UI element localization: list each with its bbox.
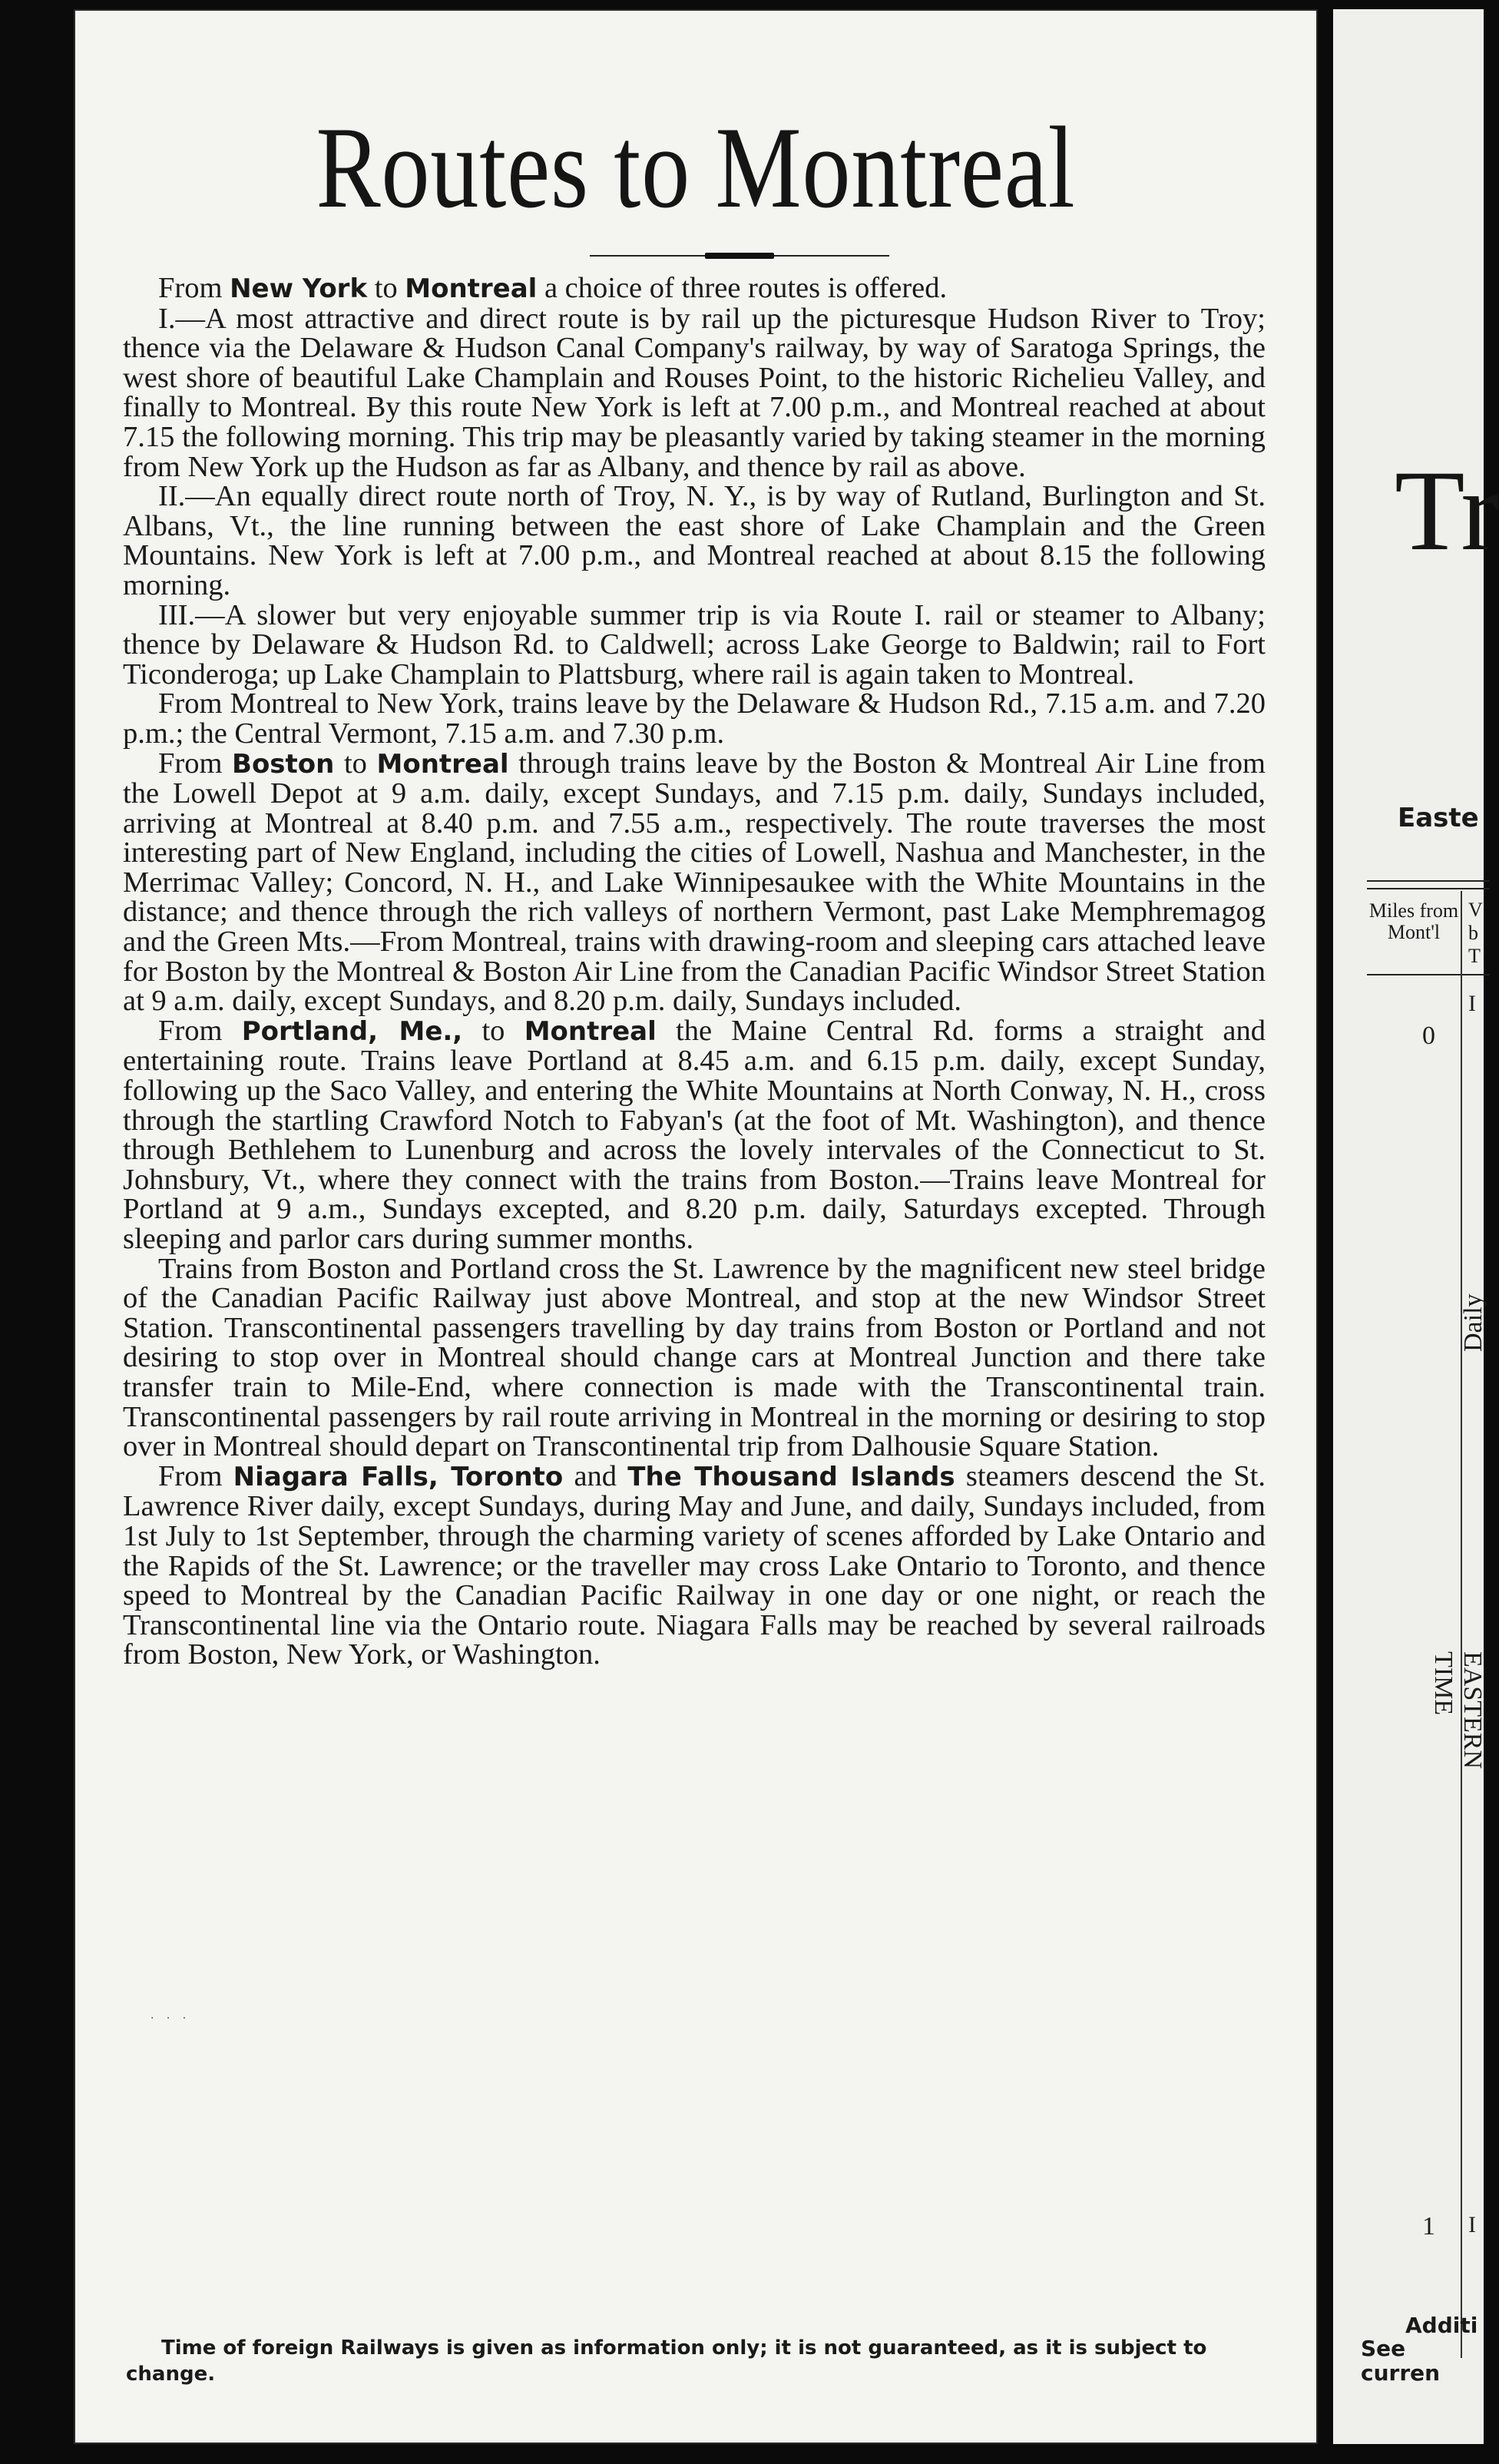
paragraph-text: III.—A slower but very enjoyable summer trip is via Route I. rail or steamer to Albany; thence by Delaware & Hudson Rd. to Caldwell; across Lake George to Baldwin; rail to Fort Ticonderoga; up Lake Champlain to Plattsburg, where rail is again taken to Montreal. [123,598,1266,691]
paragraph-text: From [158,1014,242,1047]
paragraph-text: and [563,1459,628,1492]
paragraph [123,304,1266,482]
paragraph-text: I.—A most attractive and direct route is by rail up the picturesque Hudson River to Troy; thence via the Delaware & Hudson Canal Company's railway, by way of Saratoga Springs, the west shore of beautiful Lake Champlain and Rouses Point, to the historic Richelieu Valley, and finally to Montreal. By this route New York is left at 7.00 p.m., and Montreal reached at about 7.15 the following morning. This trip may be pleasantly varied by taking steamer in the morning from New York up the Hudson as far as Albany, and thence by rail as above. [123,302,1266,483]
bold-place-name: Montreal [405,273,538,304]
facing-col-head-miles: Miles from Mont'l [1368,899,1459,943]
bold-place-name: Portland, Me., [241,1015,463,1047]
page-title: Routes to Montreal [316,103,1076,232]
paragraph [123,1016,1266,1254]
paragraph [123,1459,1266,1671]
facing-row-one: 1 [1422,2212,1435,2240]
facing-vertical-daily: Daily [1459,1293,1487,1352]
facing-foot-2: See curren [1361,2336,1441,2386]
facing-cell-1: I [1468,991,1476,1016]
title-ornament [590,250,889,261]
margin-dots: . . . [151,2009,191,2022]
facing-rule-top2 [1367,888,1490,889]
bold-place-name: The Thousand Islands [627,1461,955,1492]
facing-column-divider [1461,891,1462,2358]
paragraph [123,689,1266,748]
bold-place-name: Boston [232,748,335,780]
paragraph-text: From [158,1459,233,1492]
facing-page-title: Tr [1395,447,1499,575]
bold-place-name: Montreal [524,1015,657,1047]
paragraph-text: Trains from Boston and Portland cross the St. Lawrence by the magnificent new steel bridge of the Canadian Pacific Railway just above Montreal, and stop at the new Windsor Street Station. Transcontinental passengers travelling by day trains from Boston or Portland and not desiring to stop over in Montreal should change cars at Montreal Junction and there take transfer train to Mile-End, where connection is made with the Transcontinental train. Transcontinental passengers by rail route arriving in Montreal in the morning or desiring to stop over in Montreal should depart on Transcontinental trip from Dalhousie Square Station. [123,1252,1266,1463]
facing-page-subtitle: Easte [1398,803,1479,833]
facing-rule-head [1367,974,1490,975]
ornament-bar [705,253,774,259]
body-text [123,273,1266,1670]
paragraph-text: to [367,272,405,304]
facing-vertical-eastern: EASTERN TIME [1429,1651,1487,1769]
facing-row-zero: 0 [1422,1022,1435,1050]
footnote: Time of foreign Railways is given as information only; it is not guaranteed, as it is subject to change. [126,2336,1207,2386]
facing-rule-top [1367,880,1490,882]
bold-place-name: Montreal [376,748,509,780]
paragraph [123,482,1266,600]
paragraph-text: II.—An equally direct route north of Troy, N. Y., is by way of Rutland, Burlington and St. Albans, Vt., the line running between the east shore of Lake Champlain and the Green Mountains. New York is left at 7.00 p.m., and Montreal reached at about 8.15 the following morning. [123,480,1266,601]
paragraph-text: From Montreal to New York, trains leave by the Delaware & Hudson Rd., 7.15 a.m. and 7.20 p.m.; the Central Vermont, 7.15 a.m. and 7.30 p.m. [123,687,1266,750]
paragraph [123,1254,1266,1462]
paragraph-text: the Maine Central Rd. forms a straight and entertaining route. Trains leave Portland at 8.45 a.m. and 6.15 p.m. daily, except Sunday, following up the Saco Valley, and entering the White Mountains at North Conway, N. H., cross through the startling Crawford Notch to Fabyan's (at the foot of Mt. Washington), and thence through Bethlehem to Lunenburg and across the lovely intervales of the Connecticut to St. Johnsbury, Vt., where they connect with the trains from Boston.—Trains leave Montreal for Portland at 9 a.m., Sundays excepted, and 8.20 p.m. daily, Saturdays excepted. Through sleeping and parlor cars during summer months. [123,1014,1266,1255]
paragraph-text: From [158,747,233,780]
paragraph-text: through trains leave by the Boston & Montreal Air Line from the Lowell Depot at 9 a.m. daily, except Sundays, and 7.15 p.m. daily, Sundays included, arriving at Montreal at 8.40 p.m. and 7.55 a.m., respectively. The route traverses the most interesting part of New England, including the cities of Lowell, Nashua and Manchester, in the Merrimac Valley; Concord, N. H., and Lake Winnipesaukee with the White Mountains in the distance; and thence through the rich valleys of northern Vermont, past Lake Memphremagog and the Green Mts.—From Montreal, trains with drawing-room and sleeping cars attached leave for Boston by the Montreal & Boston Air Line from the Canadian Pacific Windsor Street Station at 9 a.m. daily, except Sundays, and 8.20 p.m. daily, Sundays included. [123,747,1266,1018]
paragraph [123,598,1266,691]
bold-place-name: New York [230,273,368,304]
paragraph-text: steamers descend the St. Lawrence River daily, except Sundays, during May and June, and daily, Sundays included, from 1st July to 1st September, through the charming variety of scenes afforded by Lake Ontario and the Rapids of the St. Lawrence; or the traveller may cross Lake Ontario to Toronto, and thence speed to Montreal by the Canadian Pacific Railway in one day or one night, or reach the Transcontinental line via the Ontario route. Niagara Falls may be reached by several railroads from Boston, New York, or Washington. [123,1459,1266,1671]
paragraph [123,749,1266,1016]
paragraph-text: to [462,1014,524,1047]
bold-place-name: Niagara Falls, Toronto [233,1461,564,1492]
paragraph-text: a choice of three routes is offered. [537,272,948,304]
facing-cell-2: I [1468,2212,1476,2237]
paragraph [123,273,1266,304]
paragraph-text: to [334,747,377,780]
facing-foot-1: Additi [1405,2313,1478,2338]
facing-col-head-next: V b T [1468,899,1483,967]
paragraph-text: From [158,272,230,304]
